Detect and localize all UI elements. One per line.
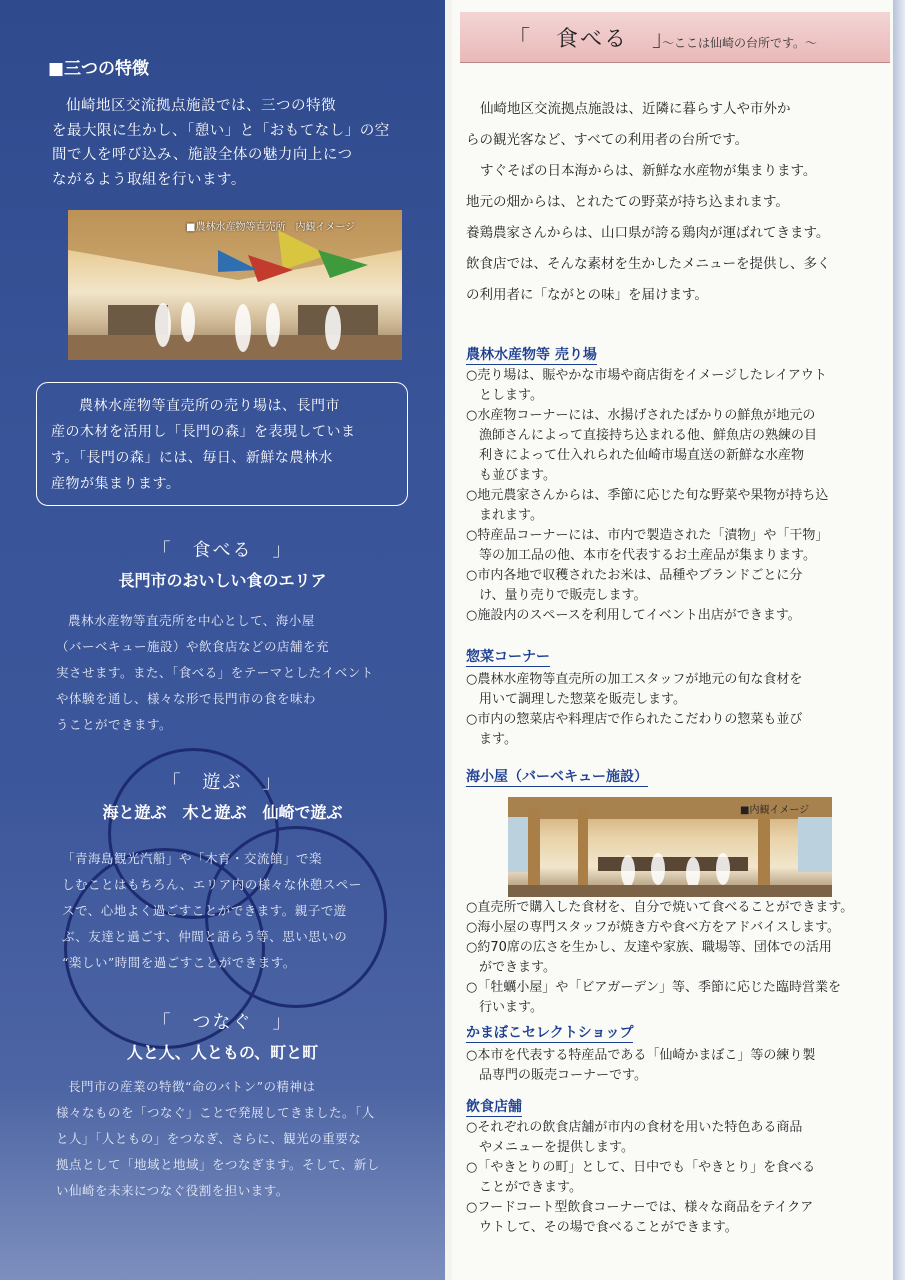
asobu-title: 「 遊ぶ 」 [162,772,283,793]
taberu-text: 農林水産物等直売所を中心として、海小屋 （バーベキュー施設）や飲食店などの店舗を充 実させます。また、「食べる」をテーマとしたイベント や体験を通し、様々な形で長門市の食を味わ うことができます。 [56,613,374,732]
market-items: ○売り場は、賑やかな市場や商店街をイメージしたレイアウト とします。 ○水産物コーナーには、水揚げされたばかりの鮮魚が地元の 漁師さんによって直接持ち込まれる他、鮮魚店の熟練の目 利きによって仕入れられた仙崎市場直送の新鮮な水産物 も並びます。 ○地元農家さんからは、季節に応じた旬な野菜や果物が持ち込 まれます。 ○特産品コーナーには、市内で製造された「漬物」や「干物」 等の加工品の他、本市を代表するお土産品が集まります。 ○市内各地で収穫されたお米は、品種やブランドごとに分 け、量り売りで販売します。 ○施設内のスペースを利用してイベント出店ができます。 [466,368,829,623]
market-interior-photo [68,210,402,360]
asobu-text: 「青海島観光汽船」や「木育・交流館」で楽 しむことはもちろん、エリア内の様々な休憩スペー スで、心地よく過ごすことができます。親子で遊 ぶ、友達と過ごす、仲間と語らう等、思い思いの “楽しい”時間を過ごすことができます。 [62,851,362,970]
bbq-items: ○直売所で購入した食材を、自分で焼いて食べることができます。 ○海小屋の専門スタッフが焼き方や食べ方をアドバイスします。 ○約70席の広さを生かし、友達や家族、職場等、団体での活用 ができます。 ○「牡蠣小屋」や「ビアガーデン」等、季節に応じた臨時営業を 行います。 [466,900,854,1015]
bbq-interior-photo [508,797,832,897]
page-edge [893,0,905,1280]
section-title-souzai: 惣菜コーナー [466,646,550,667]
bbq-photo-caption: ■内観イメージ [740,805,810,816]
header-title: 「 食べる 」 [508,27,677,52]
kamaboko-items: ○本市を代表する特産品である「仙崎かまぼこ」等の練り製 品専門の販売コーナーです。 [466,1048,816,1083]
section-title-kamaboko: かまぼこセレクトショップ [466,1022,633,1043]
header-subtitle: ～ここは仙崎の台所です。～ [662,36,818,50]
tsunagu-subtitle: 人と人、人ともの、町と町 [126,1043,319,1062]
right-panel [452,0,897,1280]
header-banner [460,12,890,63]
forest-description-box: 農林水産物等直売所の売り場は、長門市 産の木材を活用し「長門の森」を表現していま す。「長門の森」には、毎日、新鮮な農林水 産物が集まります。 [36,382,408,506]
taberu-title: 「 食べる 」 [152,540,293,561]
photo-caption: ■農林水産物等直売所 内観イメージ [186,222,356,233]
section-title-restaurants: 飲食店舗 [466,1096,522,1117]
restaurant-items: ○それぞれの飲食店舗が市内の食材を用いた特色ある商品 やメニューを提供します。 ○「やきとりの町」として、日中でも「やきとり」を食べる ことができます。 ○フードコート型飲食コーナーでは、様々な商品をテイクア ウトして、その場で食べることができます。 [466,1120,816,1235]
right-intro: 仙崎地区交流拠点施設は、近隣に暮らす人や市外か らの観光客など、すべての利用者の台所です。 すぐそばの日本海からは、新鮮な水産物が集まります。 地元の畑からは、とれたての野菜が持ち込まれます。 養鶏農家さんからは、山口県が誇る鶏肉が運ばれてきます。 飲食店では、そんな素材を生かしたメニューを提供し、多く の利用者に「ながとの味」を届けます。 [466,101,831,303]
section-title-market: 農林水産物等 売り場 [466,344,597,365]
section-title-bbq: 海小屋（バーベキュー施設） [466,766,648,787]
tsunagu-text: 長門市の産業の特徴“命のバトン”の精神は 様々なものを「つなぐ」ことで発展してきました。「人 と人」「人ともの」をつなぎ、さらに、観光の重要な 拠点として「地域と地域」をつなぎます。そして、新し い仙崎を未来につなぐ役割を担います。 [56,1079,380,1198]
left-panel [0,0,445,1280]
taberu-subtitle: 長門市のおいしい食のエリア [118,571,327,590]
souzai-items: ○農林水産物等直売所の加工スタッフが地元の旬な食材を 用いて調理した惣菜を販売します。 ○市内の惣菜店や料理店で作られたこだわりの惣菜も並び ます。 [466,672,803,747]
intro-text: 仙崎地区交流拠点施設では、三つの特徴 を最大限に生かし、「憩い」と「おもてなし」の空 間で人を呼び込み、施設全体の魅力向上につ ながるよう取組を行います。 [52,98,390,188]
section-heading: ■三つの特徴 [48,59,150,79]
asobu-subtitle: 海と遊ぶ 木と遊ぶ 仙崎で遊ぶ [102,803,343,822]
tsunagu-title: 「 つなぐ 」 [152,1012,293,1033]
